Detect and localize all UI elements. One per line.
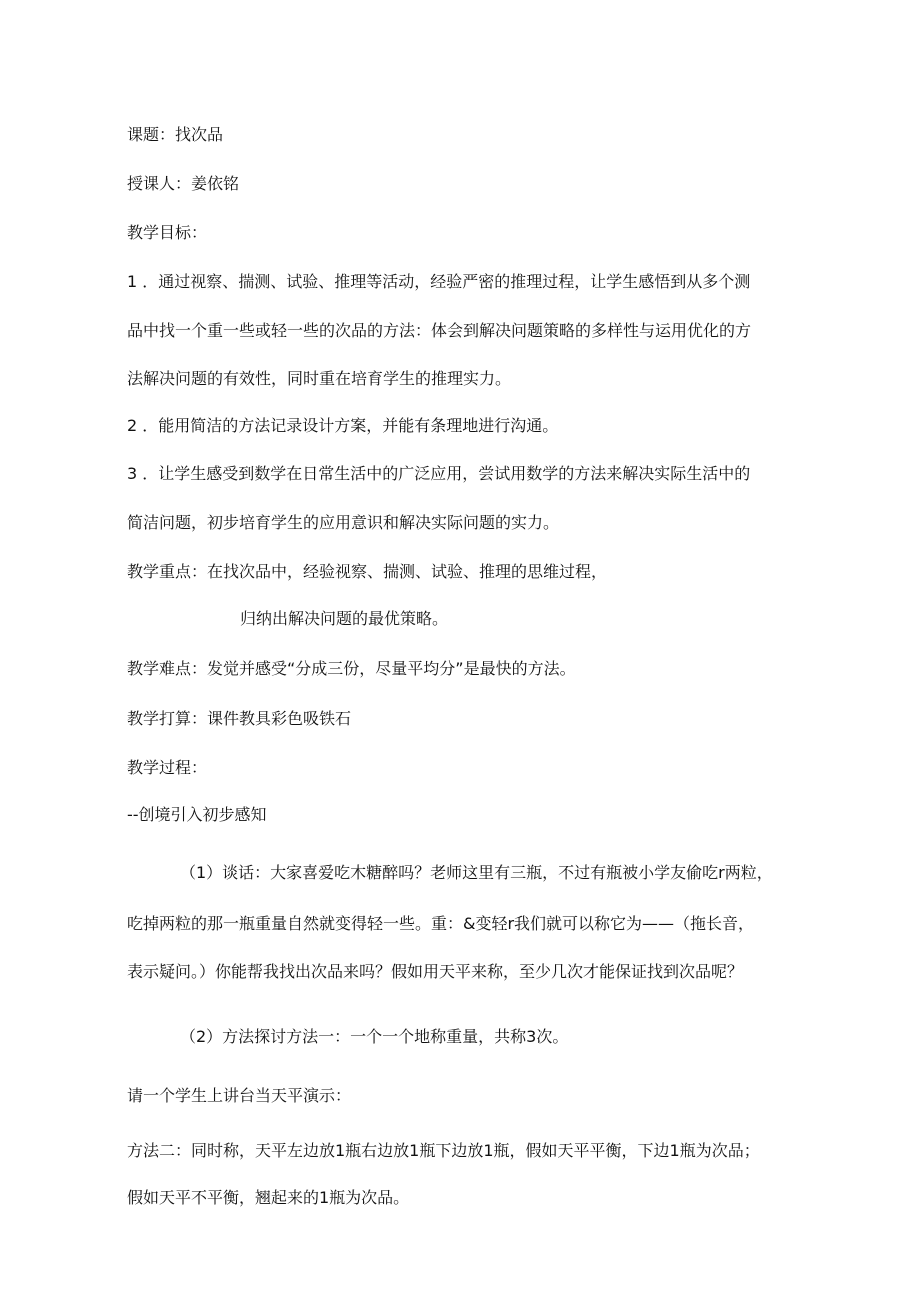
preparation: 教学打算：课件教具彩色吸铁石 <box>127 709 352 728</box>
objective-3-line-1: 3 ．让学生感受到数学在日常生活中的广泛应用，尝试用数学的方法来解决实际生活中的 <box>127 464 751 483</box>
process-heading: 教学过程： <box>127 758 208 777</box>
paragraph-2: （2）方法探讨方法一：一个一个地称重量，共称3次。 <box>180 1027 569 1046</box>
section-1-heading: --创境引入初步感知 <box>127 805 267 824</box>
objective-2: 2 ．能用简洁的方法记录设计方案，并能有条理地进行沟通。 <box>127 416 559 435</box>
key-point-line-1: 教学重点：在找次品中，经验视察、揣测、试验、推理的思维过程， <box>127 562 608 581</box>
lesson-title: 课题：找次品 <box>127 125 224 144</box>
objective-1-line-3: 法解决问题的有效性，同时重在培育学生的推理实力。 <box>127 369 512 388</box>
paragraph-3: 请一个学生上讲台当天平演示： <box>127 1086 352 1105</box>
objective-1-line-1: 1 ．通过视察、揣测、试验、推理等活动，经验严密的推理过程，让学生感悟到从多个测 <box>127 272 751 291</box>
objective-1-line-2: 品中找一个重一些或轻一些的次品的方法：体会到解决问题策略的多样性与运用优化的方 <box>127 321 752 340</box>
key-point-line-2: 归纳出解决问题的最优策略。 <box>240 609 449 628</box>
teacher-line: 授课人：姜依铭 <box>127 174 240 193</box>
paragraph-1-line-3: 表示疑问。）你能帮我找出次品来吗？假如用天平来称，至少几次才能保证找到次品呢？ <box>127 962 744 981</box>
objective-3-line-2: 简洁问题，初步培育学生的应用意识和解决实际问题的实力。 <box>127 513 560 532</box>
paragraph-1-line-1: （1）谈话：大家喜爱吃木糖醉吗？老师这里有三瓶，不过有瓶被小学友偷吃r两粒， <box>180 863 773 882</box>
method-2-line-2: 假如天平不平衡，翘起来的1瓶为次品。 <box>127 1188 410 1207</box>
objectives-heading: 教学目标： <box>127 223 208 242</box>
method-2-line-1: 方法二：同时称，天平左边放1瓶右边放1瓶下边放1瓶，假如天平平衡，下边1瓶为次品； <box>127 1141 760 1160</box>
paragraph-1-line-2: 吃掉两粒的那一瓶重量自然就变得轻一些。重：&变轻r我们就可以称它为——（拖长音， <box>127 914 755 933</box>
difficulty: 教学难点：发觉并感受“分成三份，尽量平均分”是最快的方法。 <box>127 659 576 678</box>
